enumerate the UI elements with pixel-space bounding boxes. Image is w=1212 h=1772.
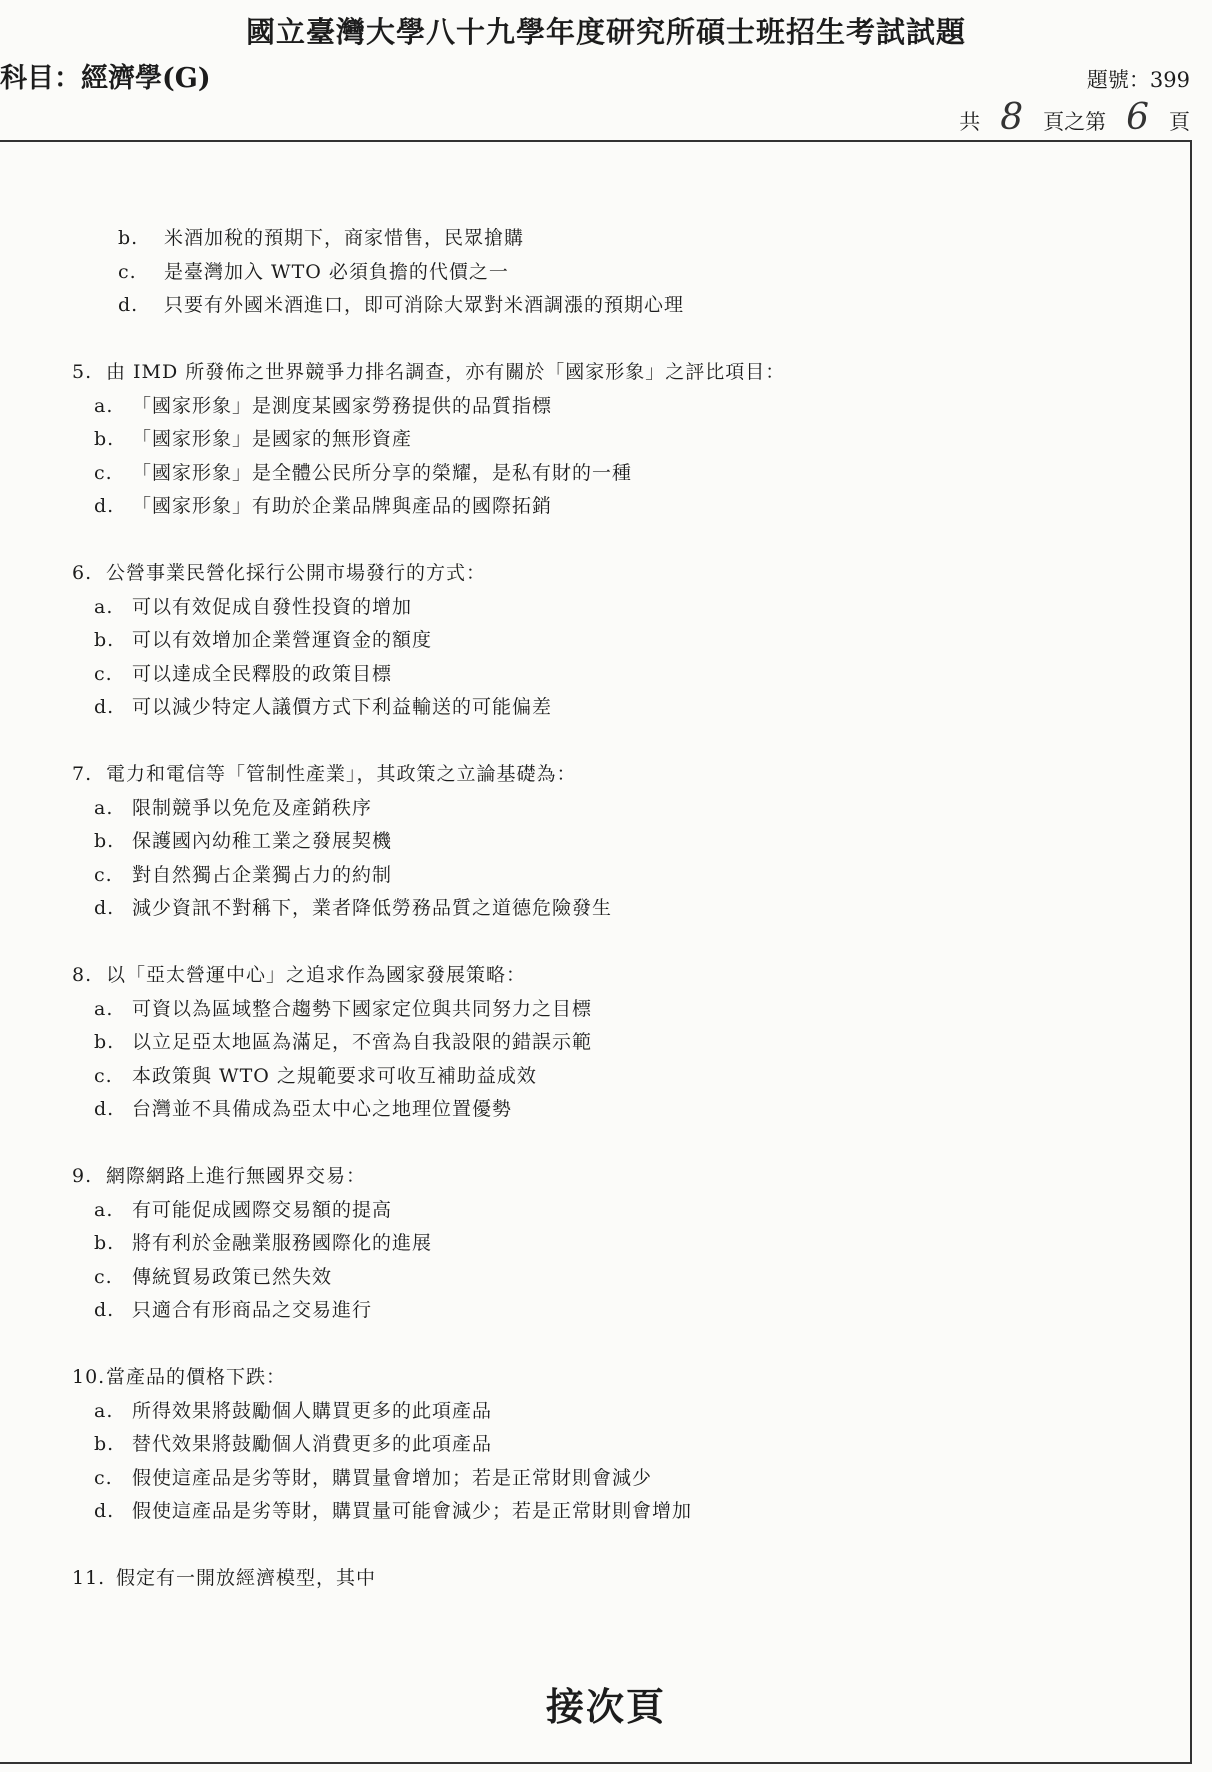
continue-next-page: 接次頁: [545, 1684, 666, 1729]
option-text: 假使這產品是劣等財，購買量會增加；若是正常財則會減少: [132, 1466, 653, 1489]
option-item: [72, 1194, 1122, 1228]
exam-title: 國立臺灣大學八十九學年度研究所碩士班招生考試試題: [245, 15, 966, 49]
option-item: [72, 591, 1122, 625]
option-label: c.: [94, 461, 113, 484]
spacer: [72, 1127, 1122, 1161]
question-text: 當產品的價格下跌：: [106, 1366, 287, 1388]
option-text: 「國家形象」有助於企業品牌與產品的國際拓銷: [132, 495, 553, 517]
spacer: [72, 1529, 1122, 1563]
subject-label: 科目：經濟學(G): [0, 63, 211, 94]
option-text: 可以有效增加企業營運資金的額度: [132, 629, 433, 651]
question-title: [72, 959, 1122, 993]
question-number-label: 9.: [72, 1165, 93, 1187]
option-item: [72, 289, 1122, 323]
option-label: d.: [94, 495, 115, 517]
spacer: [72, 926, 1122, 960]
option-item: [72, 390, 1122, 424]
option-text: 將有利於金融業服務國際化的進展: [132, 1232, 433, 1254]
question-11: [72, 1562, 1122, 1596]
option-label: b.: [118, 227, 139, 249]
option-item: [72, 1495, 1122, 1529]
question-number-label: 5.: [72, 361, 93, 383]
question-title: [72, 557, 1122, 591]
option-label: a.: [94, 394, 114, 417]
question-number-label: 8.: [72, 964, 93, 986]
question-number: 題號：399: [1086, 68, 1190, 92]
spacer: [72, 323, 1122, 357]
option-text: 「國家形象」是測度某國家勞務提供的品質指標: [132, 394, 553, 417]
question-text: 公營事業民營化採行公開市場發行的方式：: [106, 562, 487, 584]
pages-suffix: 頁: [1169, 110, 1190, 134]
option-item: [72, 825, 1122, 859]
option-label: d.: [94, 897, 115, 919]
option-text: 減少資訊不對稱下，業者降低勞務品質之道德危險發生: [132, 897, 613, 919]
option-item: [72, 1261, 1122, 1295]
option-item: [72, 457, 1122, 491]
option-item: [72, 624, 1122, 658]
option-label: c.: [94, 1466, 113, 1489]
option-text: 台灣並不具備成為亞太中心之地理位置優勢: [132, 1098, 513, 1120]
option-text: 有可能促成國際交易額的提高: [132, 1198, 393, 1221]
option-item: [72, 1060, 1122, 1094]
option-item: [72, 658, 1122, 692]
option-item: [72, 1093, 1122, 1127]
option-label: b.: [94, 830, 115, 852]
option-label: b.: [94, 629, 115, 651]
option-label: c.: [94, 1265, 113, 1288]
option-text: 限制競爭以免危及產銷秩序: [132, 796, 373, 819]
option-label: c.: [94, 863, 113, 886]
option-text: 替代效果將鼓勵個人消費更多的此項產品: [132, 1433, 493, 1455]
option-label: a.: [94, 796, 114, 819]
option-text: 對自然獨占企業獨占力的約制: [132, 863, 393, 886]
option-item: [72, 1026, 1122, 1060]
option-text: 保護國內幼稚工業之發展契機: [132, 830, 393, 852]
pages-mid: 頁之第: [1043, 110, 1107, 134]
option-label: b.: [94, 1031, 115, 1053]
question-title: [72, 758, 1122, 792]
option-text: 只適合有形商品之交易進行: [132, 1299, 373, 1321]
option-label: d.: [94, 1500, 115, 1522]
option-text: 傳統貿易政策已然失效: [132, 1265, 333, 1288]
option-label: b.: [94, 1232, 115, 1254]
question-title: [72, 1361, 1122, 1395]
option-label: b.: [94, 1433, 115, 1455]
option-item: [72, 1395, 1122, 1429]
option-item: [72, 1462, 1122, 1496]
option-text: 假使這產品是劣等財，購買量可能會減少；若是正常財則會增加: [132, 1500, 693, 1522]
total-pages-handwritten: 8: [1000, 97, 1024, 138]
option-text: 米酒加稅的預期下，商家惜售，民眾搶購: [164, 227, 525, 249]
page-indicator: [959, 97, 1190, 138]
option-label: a.: [94, 595, 114, 618]
question-block: [72, 959, 1122, 1127]
option-text: 「國家形象」是全體公民所分享的榮耀，是私有財的一種: [132, 461, 633, 484]
option-text: 只要有外國米酒進口，即可消除大眾對米酒調漲的預期心理: [164, 294, 685, 316]
option-label: c.: [94, 662, 113, 685]
question-text: 電力和電信等「管制性產業」，其政策之立論基礎為：: [106, 763, 577, 785]
option-label: a.: [94, 997, 114, 1020]
option-item: [72, 222, 1122, 256]
option-text: 「國家形象」是國家的無形資產: [132, 428, 413, 450]
option-text: 可以減少特定人議價方式下利益輸送的可能偏差: [132, 696, 553, 718]
question-block: [72, 356, 1122, 524]
option-text: 所得效果將鼓勵個人購買更多的此項產品: [132, 1399, 493, 1422]
option-item: [72, 691, 1122, 725]
option-text: 是臺灣加入 WTO 必須負擔的代價之一: [164, 260, 509, 283]
question-number-label: 11.: [72, 1567, 106, 1589]
question-list: [72, 323, 1122, 1529]
option-label: c.: [118, 260, 137, 283]
option-item: [72, 256, 1122, 290]
option-label: d.: [94, 696, 115, 718]
option-label: c.: [94, 1064, 113, 1087]
question-block: [72, 1361, 1122, 1529]
option-item: [72, 993, 1122, 1027]
option-item: [72, 490, 1122, 524]
question-content: [72, 222, 1122, 1596]
option-label: a.: [94, 1399, 114, 1422]
question-text: 以「亞太營運中心」之追求作為國家發展策略：: [106, 964, 527, 986]
pages-prefix: 共: [959, 110, 981, 134]
option-item: [72, 1428, 1122, 1462]
question-block: [72, 1160, 1122, 1328]
option-item: [72, 859, 1122, 893]
option-item: [72, 892, 1122, 926]
option-text: 可以達成全民釋股的政策目標: [132, 662, 393, 685]
option-text: 以立足亞太地區為滿足，不啻為自我設限的錯誤示範: [132, 1031, 593, 1053]
option-item: [72, 792, 1122, 826]
question-number-label: 10.: [72, 1366, 106, 1388]
option-label: d.: [118, 294, 139, 316]
question-block: [72, 557, 1122, 725]
option-item: [72, 423, 1122, 457]
continued-options: [72, 222, 1122, 323]
question-title: [72, 356, 1122, 390]
option-label: a.: [94, 1198, 114, 1221]
question-number-label: 6.: [72, 562, 93, 584]
spacer: [72, 725, 1122, 759]
question-text: 假定有一開放經濟模型，其中: [116, 1567, 377, 1589]
option-text: 可資以為區域整合趨勢下國家定位與共同努力之目標: [132, 997, 593, 1020]
question-text: 網際網路上進行無國界交易：: [106, 1165, 367, 1187]
question-number-label: 7.: [72, 763, 93, 785]
option-text: 本政策與 WTO 之規範要求可收互補助益成效: [132, 1064, 537, 1087]
question-block: [72, 758, 1122, 926]
option-label: b.: [94, 428, 115, 450]
question-title: [72, 1160, 1122, 1194]
option-label: d.: [94, 1299, 115, 1321]
option-label: d.: [94, 1098, 115, 1120]
spacer: [72, 1328, 1122, 1362]
option-text: 可以有效促成自發性投資的增加: [132, 595, 413, 618]
option-item: [72, 1227, 1122, 1261]
page-number-handwritten: 6: [1126, 97, 1149, 138]
question-text: 由 IMD 所發佈之世界競爭力排名調查，亦有關於「國家形象」之評比項目：: [106, 361, 786, 383]
spacer: [72, 524, 1122, 558]
option-item: [72, 1294, 1122, 1328]
